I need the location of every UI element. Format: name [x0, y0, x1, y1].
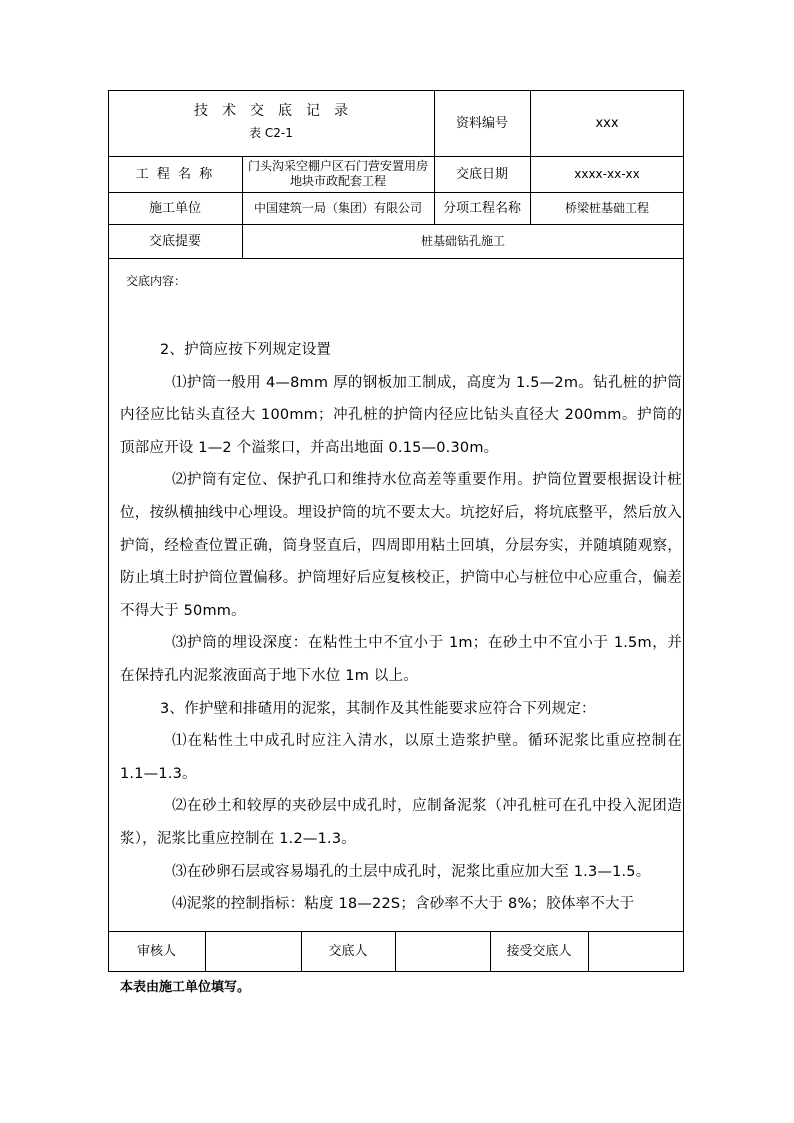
- form-code: 表 C2-1: [249, 126, 293, 140]
- content-body: [120, 334, 682, 921]
- date-value: xxxx-xx-xx: [574, 166, 640, 181]
- row-divider: [108, 258, 684, 259]
- subitem-value: 桥梁桩基础工程: [564, 200, 649, 215]
- content-paragraph: ⑴在粘性土中成孔时应注入清水，以原土造浆护壁。循环泥浆比重应控制在 1.1—1.3。: [120, 733, 682, 782]
- unit-value: 中国建筑一局（集团）有限公司: [253, 200, 422, 215]
- project-label: 工 程 名 称: [135, 166, 215, 182]
- receiver-signature-field[interactable]: [588, 931, 684, 972]
- summary-value: 桩基础钻孔施工: [420, 233, 505, 248]
- discloser-signature-field[interactable]: [395, 931, 490, 972]
- reviewer-signature-field[interactable]: [205, 931, 301, 972]
- content-paragraph: ⑵护筒有定位、保护孔口和维持水位高差等重要作用。护筒位置要根据设计桩位，按纵横抽线中心埋设。埋设护筒的坑不要太大。坑挖好后，将坑底整平，然后放入护筒，经检查位置正确，筒身竖直后，四周即用粘土回填，分层夯实，并随填随观察，防止填土时护筒位置偏移。护筒埋好后应复核校正，护筒中心与桩位中心应重合，偏差不得大于 50mm。: [120, 472, 682, 619]
- discloser-label: 交底人: [328, 944, 368, 959]
- subitem-label: 分项工程名称: [442, 200, 521, 216]
- content-paragraph: ⑴护筒一般用 4—8mm 厚的钢板加工制成，高度为 1.5—2m。钻孔桩的护筒内径应比钻头直径大 100mm；冲孔桩的护筒内径应比钻头直径大 200mm。护筒的顶部应开设 1—2 个溢浆口，并高出地面 0.15—0.30m。: [120, 374, 682, 456]
- doc-no-label: 资料编号: [455, 115, 508, 131]
- doc-no-value: xxx: [595, 115, 619, 131]
- summary-label: 交底提要: [148, 233, 201, 249]
- content-paragraph: ⑵在砂土和较厚的夹砂层中成孔时，应制备泥浆（冲孔桩可在孔中投入泥团造浆），泥浆比重应控制在 1.2—1.3。: [120, 798, 682, 847]
- content-label: 交底内容：: [126, 274, 187, 288]
- receiver-label: 接受交底人: [506, 944, 572, 959]
- date-label: 交底日期: [455, 166, 508, 182]
- content-paragraph: ⑷泥浆的控制指标：粘度 18—22S；含砂率不大于 8%；胶体率不大于: [172, 896, 635, 913]
- title-block: [108, 100, 434, 141]
- footnote: 本表由施工单位填写。: [120, 980, 251, 995]
- unit-label: 施工单位: [148, 200, 201, 216]
- project-value: 门头沟采空棚户区石门营安置用房地块市政配套工程: [248, 159, 429, 188]
- content-paragraph: ⑶护筒的埋设深度：在粘性土中不宜小于 1m；在砂土中不宜小于 1.5m，并在保持孔内泥浆液面高于地下水位 1m 以上。: [120, 635, 682, 684]
- content-paragraph: 2、护筒应按下列规定设置: [160, 342, 332, 358]
- content-paragraph: 3、作护壁和排碴用的泥浆，其制作及其性能要求应符合下列规定：: [160, 700, 596, 717]
- content-mask: [110, 925, 682, 930]
- reviewer-label: 审核人: [136, 944, 176, 959]
- content-paragraph: ⑶在砂卵石层或容易塌孔的土层中成孔时，泥浆比重应加大至 1.3—1.5。: [172, 863, 651, 880]
- form-title: 技术交底记录: [194, 103, 362, 119]
